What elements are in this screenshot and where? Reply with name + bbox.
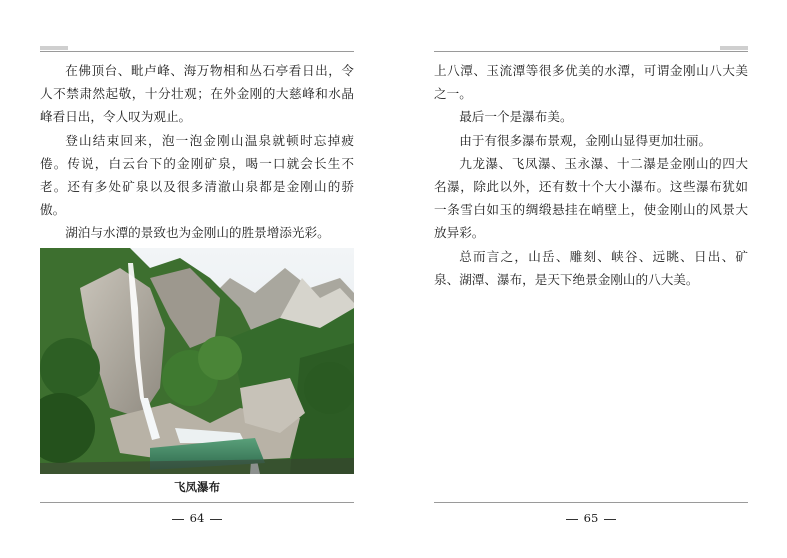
dash-decoration — [604, 519, 616, 520]
paragraph: 九龙瀑、飞凤瀑、玉永瀑、十二瀑是金刚山的四大名瀑，除此以外，还有数十个大小瀑布。这些瀑布犹如一条雪白如玉的绸缎悬挂在峭壁上，使金刚山的风景大放异彩。 — [434, 155, 748, 241]
footer-rule — [40, 502, 354, 503]
paragraph: 由于有很多瀑布景观，金刚山显得更加壮丽。 — [459, 132, 712, 148]
waterfall-photo-illustration — [40, 248, 354, 474]
header-rule — [434, 51, 748, 52]
paragraph: 上八潭、玉流潭等很多优美的水潭，可谓金刚山八大美之一。 — [434, 63, 748, 102]
photo-caption: 飞凤瀑布 — [174, 480, 220, 494]
dash-decoration — [210, 519, 222, 520]
dash-decoration — [566, 519, 578, 520]
header-rule — [40, 51, 354, 52]
right-page — [394, 0, 787, 558]
paragraph: 在佛顶台、毗卢峰、海万物相和丛石亭看日出，令人不禁肃然起敬，十分壮观；在外金刚的大慈峰和水晶峰看日出，令人叹为观止。 — [40, 63, 354, 125]
paragraph: 最后一个是瀑布美。 — [459, 109, 573, 125]
right-body-text — [434, 59, 748, 291]
page-number-right — [434, 511, 748, 525]
left-page — [0, 0, 393, 558]
paragraph: 登山结束回来，泡一泡金刚山温泉就顿时忘掉疲倦。传说，白云台下的金刚矿泉，喝一口就会长生不老。还有多处矿泉以及很多清澈山泉都是金刚山的骄傲。 — [40, 132, 354, 218]
footer-rule — [434, 502, 748, 503]
dash-decoration — [172, 519, 184, 520]
page-number-text: 65 — [583, 511, 599, 525]
paragraph: 总而言之，山岳、雕刻、峡谷、远眺、日出、矿泉、湖潭、瀑布，是天下绝景金刚山的八大美。 — [434, 248, 748, 287]
paragraph: 湖泊与水潭的景致也为金刚山的胜景增添光彩。 — [65, 225, 330, 241]
page-number-left — [40, 511, 354, 525]
header-tab — [720, 46, 748, 50]
header-tab — [40, 46, 68, 50]
page-number-text: 64 — [189, 511, 205, 525]
waterfall-photo — [40, 248, 354, 474]
